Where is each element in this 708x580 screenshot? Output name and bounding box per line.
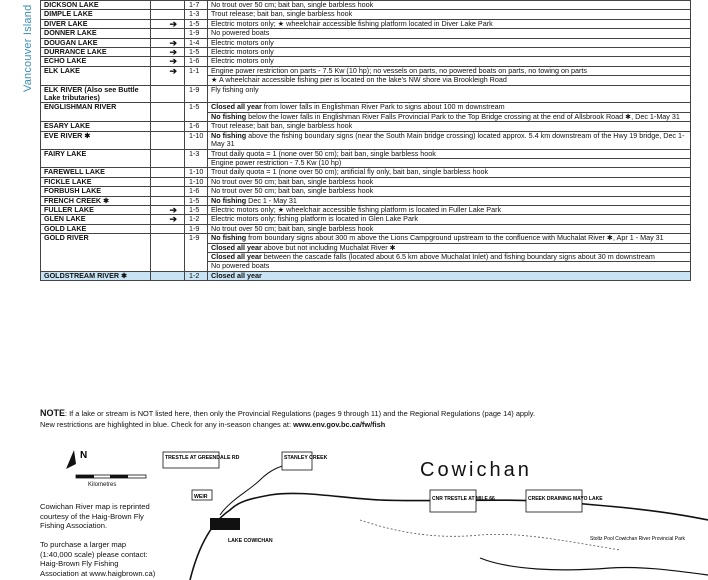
- zone-value: 1-10: [189, 167, 204, 177]
- regulation-text: Fly fishing only: [211, 84, 259, 94]
- zone-value: 1-10: [189, 176, 204, 186]
- regulation-cell: [208, 76, 691, 85]
- water-name-cell: [41, 66, 151, 85]
- water-name: FAIRY LAKE: [44, 148, 87, 158]
- table-row: [41, 85, 691, 103]
- zone-value: 1-3: [189, 9, 200, 19]
- note-line-2: [40, 419, 690, 430]
- water-name-cell: [41, 271, 151, 280]
- regulation-emphasis: No fishing: [211, 195, 247, 205]
- zone-value: 1-1: [189, 65, 200, 75]
- access-arrow-cell: [151, 85, 185, 103]
- zone-value: 1-9: [189, 84, 200, 94]
- scale-label: Kilometres: [88, 482, 117, 488]
- regulation-text: Engine power restriction on parts - 7.5 Kw (10 hp); no vessels on parts, no powered boats on parts, no towing on parts: [211, 65, 587, 75]
- scale-bar: [74, 473, 154, 495]
- zone-cell: [185, 131, 208, 149]
- map-purchase-info: To purchase a larger map (1:40,000 scale) please contact: Haig-Brown Fly Fishing Association at www.haigbrown.ca): [40, 540, 156, 578]
- zone-value: 1-5: [189, 47, 200, 57]
- note-url-link[interactable]: www.env.gov.bc.ca/fw/fish: [293, 420, 386, 429]
- regulation-text: Trout release; bait ban, single barbless hook: [211, 121, 353, 131]
- map-credit: Cowichan River map is reprinted courtesy of the Haig-Brown Fly Fishing Association.: [40, 502, 150, 531]
- table-row: [41, 38, 691, 47]
- map-title: Cowichan: [420, 459, 532, 481]
- water-name: FICKLE LAKE: [44, 176, 92, 186]
- water-name: GLEN LAKE: [44, 214, 86, 224]
- side-tab-label: Vancouver Island: [22, 4, 34, 92]
- table-row: [41, 149, 691, 158]
- regulation-text: Electric motors only; fishing platform is located in Glen Lake Park: [211, 214, 418, 224]
- zone-cell: [185, 66, 208, 85]
- zone-value: 1-6: [189, 186, 200, 196]
- regulation-cell: [208, 131, 691, 149]
- zone-value: 1-2: [189, 270, 200, 280]
- regulation-text: Engine power restriction - 7.5 Kw (10 hp): [211, 157, 342, 167]
- access-arrow-cell: [151, 177, 185, 186]
- zone-value: 1-9: [189, 233, 200, 243]
- water-name-cell: [41, 85, 151, 103]
- side-tab: [4, 4, 34, 98]
- regulation-text: above but not including Muchalat River ✱: [261, 242, 396, 252]
- regulation-text: Electric motors only; ★ wheelchair accessible fishing platform located in Diver Lake Park: [211, 18, 493, 28]
- regulation-emphasis: No fishing: [211, 130, 247, 140]
- label-trestle-greendale: TRESTLE AT GREENDALE RD: [165, 455, 240, 461]
- access-arrow-cell: [151, 103, 185, 122]
- label-park: Stoltz Pool Cowichan River Provincial Park: [590, 536, 686, 542]
- arrow-icon: ➔: [169, 65, 177, 76]
- access-arrow-cell: [151, 57, 185, 66]
- water-name: DOUGAN LAKE: [44, 37, 98, 47]
- water-name-cell: [41, 131, 151, 149]
- access-arrow-cell: [151, 131, 185, 149]
- regulation-cell: [208, 29, 691, 38]
- table-row: [41, 29, 691, 38]
- zone-cell: [185, 149, 208, 168]
- access-arrow-cell: [151, 168, 185, 177]
- table-row: [41, 271, 691, 280]
- zone-value: 1-6: [189, 56, 200, 66]
- zone-value: 1-6: [189, 121, 200, 131]
- access-arrow-cell: [151, 29, 185, 38]
- regulation-cell: [208, 38, 691, 47]
- regulation-text: above the fishing boundary signs (near the South Main bridge crossing) located approx. 5.4 km downstream of the Hwy 19 bridge, Dec 1-May 31: [211, 130, 685, 149]
- access-arrow-cell: [151, 149, 185, 168]
- zone-value: 1-10: [189, 130, 204, 140]
- water-name: GOLD LAKE: [44, 223, 87, 233]
- zone-value: 1-9: [189, 28, 200, 38]
- water-name-cell: [41, 234, 151, 272]
- regulations-table-wrapper: [40, 0, 690, 281]
- zone-value: 1-5: [189, 102, 200, 112]
- access-arrow-cell: [151, 48, 185, 57]
- arrow-icon: ➔: [169, 37, 177, 48]
- regulation-text: from lower falls in Englishman River Park to signs about 100 m downstream: [261, 102, 505, 112]
- table-row: [41, 1, 691, 10]
- water-name: ECHO LAKE: [44, 56, 87, 66]
- road-line: [360, 520, 620, 550]
- regulation-text: between the cascade falls (located about 6.5 km above Muchalat Inlet) and fishing boundary signs about 30 m downstream: [261, 251, 655, 261]
- water-name: FRENCH CREEK ✱: [44, 195, 110, 205]
- access-arrow-cell: [151, 10, 185, 19]
- zone-value: 1-4: [189, 37, 200, 47]
- zone-value: 1-5: [189, 195, 200, 205]
- access-arrow-cell: [151, 196, 185, 205]
- water-name: DONNER LAKE: [44, 28, 97, 38]
- note-prefix: New restrictions are highlighted in blue. Check for any in-season changes at:: [40, 420, 294, 429]
- water-name: DICKSON LAKE: [44, 0, 99, 9]
- note-text: : If a lake or stream is NOT listed here, then only the Provincial Regulations (pages 9 through 11) and the Regional Regulations (page 14) apply.: [65, 409, 535, 418]
- north-arrow-icon: [62, 448, 92, 473]
- arrow-icon: ➔: [169, 56, 177, 67]
- access-arrow-cell: [151, 122, 185, 131]
- zone-value: 1-9: [189, 223, 200, 233]
- water-name: DURRANCE LAKE: [44, 47, 107, 57]
- arrow-icon: ➔: [169, 18, 177, 29]
- table-row: [41, 19, 691, 28]
- water-name-cell: [41, 103, 151, 122]
- regulation-emphasis: Closed all year: [211, 242, 262, 252]
- regulation-text: No trout over 50 cm; bait ban, single barbless hook: [211, 186, 374, 196]
- zone-value: 1-5: [189, 18, 200, 28]
- regulation-cell: [208, 262, 691, 271]
- water-name: FAREWELL LAKE: [44, 167, 105, 177]
- note-keyword: NOTE: [40, 408, 66, 418]
- water-name-cell: [41, 149, 151, 168]
- zone-cell: [185, 234, 208, 272]
- label-cnr-trestle: CNR TRESTLE AT MILE 66: [432, 496, 495, 502]
- access-arrow-cell: [151, 66, 185, 85]
- zone-value: 1-3: [189, 148, 200, 158]
- water-name: ELK LAKE: [44, 65, 80, 75]
- regulation-text: No trout over 50 cm; bait ban, single barbless hook: [211, 176, 374, 186]
- regulation-text: ★ A wheelchair accessible fishing pier is located on the lake's NW shore via Brookleigh Road: [211, 75, 507, 85]
- water-name: DIVER LAKE: [44, 18, 88, 28]
- access-arrow-cell: [151, 1, 185, 10]
- water-name: DIMPLE LAKE: [44, 9, 93, 19]
- regulation-text: from boundary signs about 300 m above the Lions Campground upstream to the confluence with Muchalat River ✱, Apr 1 - May 31: [246, 233, 664, 243]
- water-name: ESARY LAKE: [44, 121, 90, 131]
- regulation-text: Electric motors only; ★ wheelchair accessible fishing platform is located in Fuller Lake Park: [211, 204, 502, 214]
- regulation-text: Dec 1 - May 31: [246, 195, 297, 205]
- zone-cell: [185, 103, 208, 122]
- access-arrow-cell: [151, 234, 185, 272]
- regulation-cell: [208, 48, 691, 57]
- regulation-text: No trout over 50 cm; bait ban, single barbless hook: [211, 223, 374, 233]
- zone-cell: [185, 271, 208, 280]
- note-block: [40, 408, 690, 430]
- regulation-emphasis: Closed all year: [211, 270, 262, 280]
- river-lower-line: [480, 558, 708, 575]
- cowichan-map-area: [0, 440, 708, 580]
- water-name: FORBUSH LAKE: [44, 186, 102, 196]
- zone-value: 1-2: [189, 214, 200, 224]
- regulation-cell: [208, 252, 691, 261]
- water-name: FULLER LAKE: [44, 204, 94, 214]
- regulation-text: Electric motors only: [211, 56, 274, 66]
- lake-cowichan-marker: [210, 518, 240, 530]
- table-row: [41, 48, 691, 57]
- regulation-text: No powered boats: [211, 261, 270, 271]
- north-label: N: [80, 450, 88, 461]
- label-stanley-creek: STANLEY CREEK: [284, 455, 328, 461]
- regulation-emphasis: Closed all year: [211, 251, 262, 261]
- cowichan-river-map: [160, 440, 708, 580]
- access-arrow-cell: [151, 271, 185, 280]
- regulation-cell: [208, 271, 691, 280]
- access-arrow-cell: [151, 19, 185, 28]
- arrow-icon: ➔: [169, 204, 177, 215]
- water-name: EVE RIVER ✱: [44, 130, 91, 140]
- table-row: [41, 131, 691, 149]
- water-name: GOLDSTREAM RIVER ✱: [44, 270, 128, 280]
- table-row: [41, 187, 691, 196]
- regulation-text: Trout daily quota = 1 (none over 50 cm); artificial fly only, bait ban, single barbless hook: [211, 167, 489, 177]
- regulation-text: No powered boats: [211, 28, 270, 38]
- regulation-emphasis: Closed all year: [211, 102, 262, 112]
- regulation-cell: [208, 85, 691, 103]
- regulations-table: [40, 0, 691, 281]
- regulation-text: No trout over 50 cm; bait ban, single barbless hook: [211, 0, 374, 9]
- access-arrow-cell: [151, 224, 185, 233]
- zone-value: 1-7: [189, 0, 200, 9]
- regulation-text: Trout release; bait ban, single barbless hook: [211, 9, 353, 19]
- label-creek-draining: CREEK DRAINING MAYO LAKE: [528, 496, 603, 502]
- arrow-icon: ➔: [169, 47, 177, 58]
- water-name: ELK RIVER (Also see Buttle Lake tributaries): [44, 84, 139, 103]
- label-weir: WEIR: [194, 494, 208, 500]
- zone-cell: [185, 85, 208, 103]
- regulation-text: Trout daily quota = 1 (none over 50 cm); bait ban, single barbless hook: [211, 148, 436, 158]
- access-arrow-cell: [151, 38, 185, 47]
- note-line-1: [40, 408, 690, 419]
- water-name: GOLD RIVER: [44, 233, 89, 243]
- access-arrow-cell: [151, 205, 185, 214]
- regulation-text: Electric motors only: [211, 47, 274, 57]
- regulation-text: below the lower falls in Englishman River Falls Provincial Park to the Top Bridge crossing at the end of Allsbrook Road ✱, Dec 1-May 31: [246, 111, 680, 121]
- access-arrow-cell: [151, 215, 185, 224]
- regulation-text: Electric motors only: [211, 37, 274, 47]
- regulation-cell: [208, 19, 691, 28]
- regulation-emphasis: No fishing: [211, 111, 247, 121]
- arrow-icon: ➔: [169, 214, 177, 225]
- regulation-emphasis: No fishing: [211, 233, 247, 243]
- access-arrow-cell: [151, 187, 185, 196]
- water-name: ENGLISHMAN RIVER: [44, 102, 117, 112]
- label-lake-cowichan: LAKE COWICHAN: [228, 538, 273, 544]
- zone-value: 1-5: [189, 204, 200, 214]
